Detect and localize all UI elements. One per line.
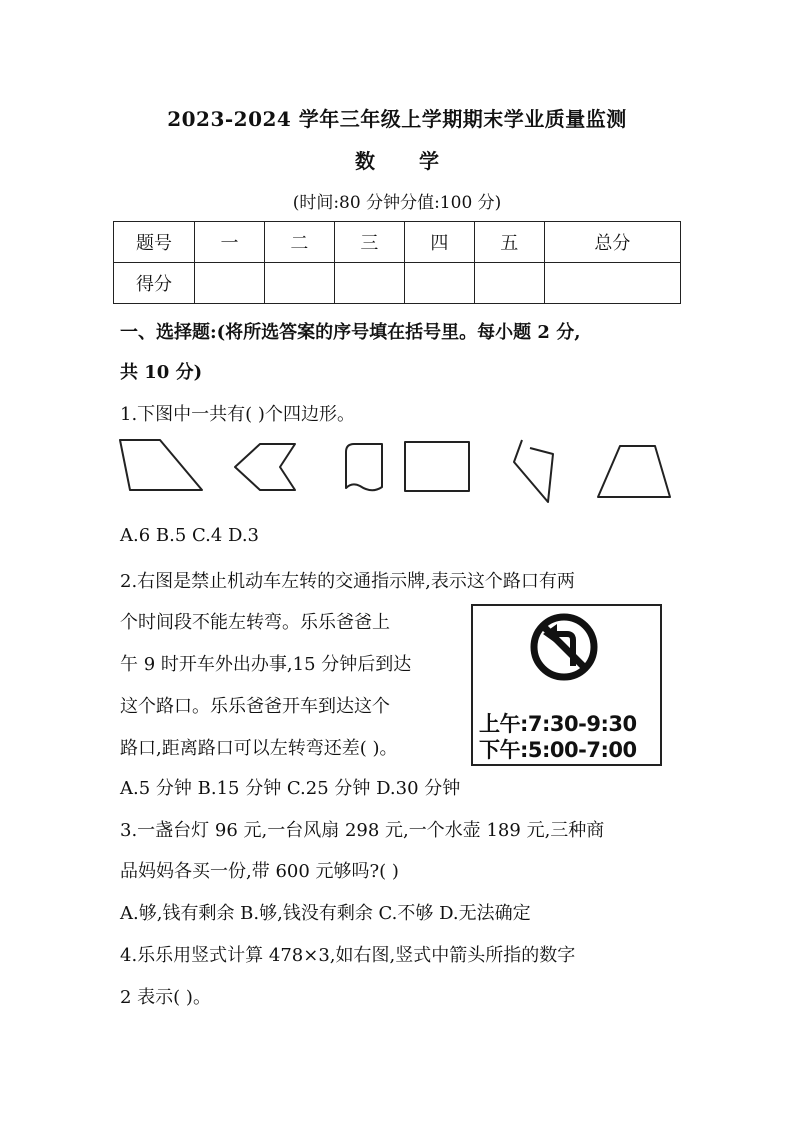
no-left-turn-sign	[471, 604, 662, 766]
score-table-header-row	[114, 222, 681, 263]
no-left-turn-icon	[529, 612, 599, 682]
score-cell: 得分	[114, 263, 195, 304]
score-input-cell	[195, 263, 265, 304]
sign-morning-time: 上午:7:30-9:30	[479, 712, 637, 736]
score-cell: 总分	[544, 222, 680, 263]
shape-trapezoid-slanted	[120, 440, 202, 490]
sign-afternoon-time: 下午:5:00-7:00	[479, 738, 637, 762]
q4-line2: 2 表示( )。	[120, 987, 211, 1008]
q2-line4: 这个路口。乐乐爸爸开车到达这个	[120, 696, 390, 717]
q2-line3: 午 9 时开车外出办事,15 分钟后到达	[120, 654, 412, 675]
score-table-score-row	[114, 263, 681, 304]
score-input-cell	[264, 263, 334, 304]
subject-char-2: 学	[419, 149, 439, 173]
shape-arrow-chevron	[235, 444, 295, 490]
score-cell: 二	[264, 222, 334, 263]
q3-line1: 3.一盏台灯 96 元,一台风扇 298 元,一个水壶 189 元,三种商	[120, 820, 605, 841]
score-input-cell	[474, 263, 544, 304]
score-cell: 题号	[114, 222, 195, 263]
q2-line2: 个时间段不能左转弯。乐乐爸爸上	[120, 612, 390, 633]
time-info: (时间:80 分钟分值:100 分)	[292, 193, 502, 213]
exam-title: 2023-2024 学年三年级上学期期末学业质量监测	[167, 107, 627, 131]
score-cell: 一	[195, 222, 265, 263]
score-table	[113, 221, 681, 304]
q2-options: A.5 分钟 B.15 分钟 C.25 分钟 D.30 分钟	[120, 778, 461, 799]
shape-rectangle	[405, 442, 469, 491]
subject-title	[0, 145, 794, 174]
quadrilateral-figures	[110, 432, 690, 504]
q2-line5: 路口,距离路口可以左转弯还差( )。	[120, 738, 398, 759]
q1-stem: 1.下图中一共有( )个四边形。	[120, 404, 355, 425]
score-cell: 四	[404, 222, 474, 263]
score-cell: 五	[474, 222, 544, 263]
shape-wavy-square	[346, 444, 382, 490]
score-cell: 三	[334, 222, 404, 263]
q4-line1: 4.乐乐用竖式计算 478×3,如右图,竖式中箭头所指的数字	[120, 945, 576, 966]
subject-char-1: 数	[355, 149, 375, 173]
shape-trapezoid	[598, 446, 670, 497]
score-input-cell	[544, 263, 680, 304]
q1-options: A.6 B.5 C.4 D.3	[120, 525, 260, 546]
q3-options: A.够,钱有剩余 B.够,钱没有剩余 C.不够 D.无法确定	[120, 903, 531, 924]
section1-heading-cont: 共 10 分)	[120, 362, 203, 383]
q2-line1: 2.右图是禁止机动车左转的交通指示牌,表示这个路口有两	[120, 571, 575, 592]
score-input-cell	[404, 263, 474, 304]
section1-heading: 一、选择题:(将所选答案的序号填在括号里。每小题 2 分,	[120, 322, 581, 343]
shape-open-quad	[514, 440, 553, 502]
score-input-cell	[334, 263, 404, 304]
q3-line2: 品妈妈各买一份,带 600 元够吗?( )	[120, 861, 399, 882]
